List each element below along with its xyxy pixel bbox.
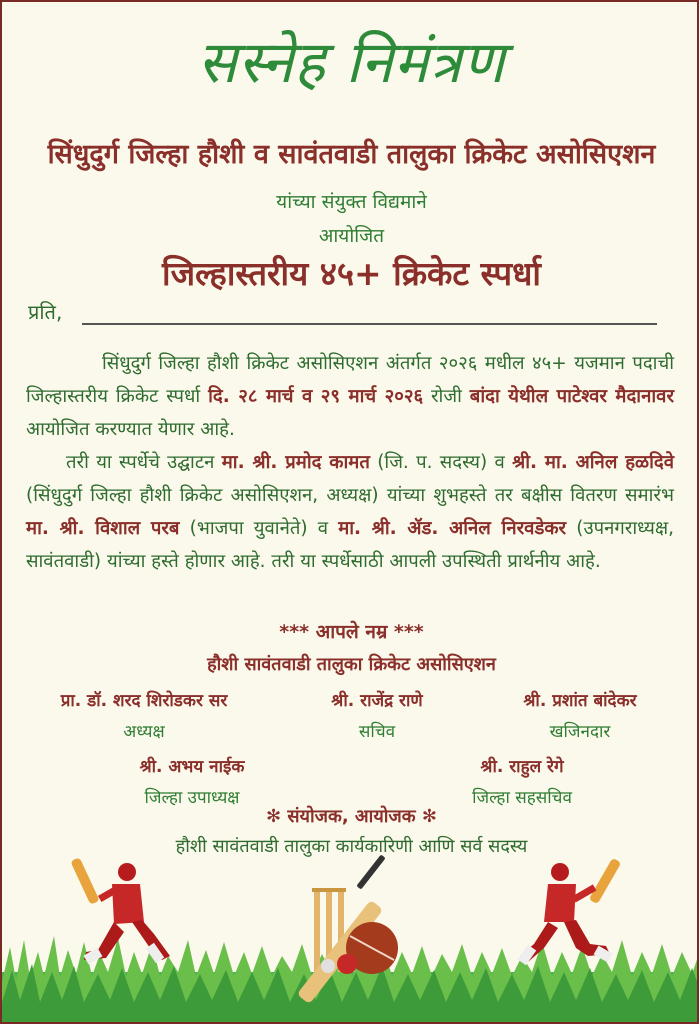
official-president [24,688,264,742]
association-name: हौशी सावंतवाडी तालुका क्रिकेट असोसिएशन [207,654,496,675]
organizers-heading: सिंधुदुर्ग जिल्हा हौशी व सावंतवाडी तालुका क्रिकेट असोसिएशन [47,139,656,170]
cricket-scene [2,852,699,1022]
aple-namra: *** आपले नम्र *** [279,621,424,643]
body-paragraph-2: तरी या स्पर्धेचे उद्घाटन मा. श्री. प्रमोद कामत (जि. प. सदस्य) व श्री. मा. अनिल हळदिवे (सिंधुदुर्ग जिल्हा हौशी क्रिकेट असोसिएशन, अध्यक्ष) यांच्या शुभहस्ते तर बक्षीस वितरण समारंभ मा. श्री. विशाल परब (भाजपा युवानेते) व मा. श्री. ॲड. अनिल निरवडेकर (उपनगराध्यक्ष, सावंतवाडी) यांच्या हस्ते होणार आहे. तरी या स्पर्धेसाठी आपली उपस्थिती प्रार्थनीय आहे. [26,452,674,572]
official-treasurer [480,688,680,742]
recipient-line [82,323,657,325]
samyojak-heading: ✻ संयोजक, आयोजक ✻ [266,806,437,827]
guest-3: मा. श्री. विशाल परब [26,518,180,539]
invitation-body [26,347,674,578]
batsman-right-icon [518,858,622,966]
event-venue: बांदा येथील पाटेश्वर मैदानावर [469,386,675,407]
official-name: श्री. राहुल रेगे [480,757,564,777]
event-title: जिल्हास्तरीय ४५+ क्रिकेट स्पर्धा [162,254,541,293]
event-dates: दि. २८ मार्च व २९ मार्च २०२६ [208,386,424,407]
official-role: अध्यक्ष [123,722,165,742]
official-name: प्रा. डॉ. शरद शिरोडकर सर [60,691,228,711]
official-name: श्री. राजेंद्र राणे [331,691,423,711]
official-secretary [282,688,472,742]
guest-1: मा. श्री. प्रमोद कामत [221,452,370,473]
official-vice-president [97,754,287,808]
prati-label: प्रति, [28,300,63,324]
guest-4: मा. श्री. ॲड. अनिल निरवडेकर [338,518,567,539]
official-name: श्री. अभय नाईक [139,757,245,777]
official-role: जिल्हा सहसचिव [472,788,572,808]
guest-2: श्री. मा. अनिल हळदिवे [512,452,674,473]
organized-text: आयोजित [318,225,385,247]
official-role: जिल्हा उपाध्यक्ष [144,788,240,808]
members-text: हौशी सावंतवाडी तालुका कार्यकारिणी आणि सर्व सदस्य [175,836,528,857]
official-name: श्री. प्रशांत बांदेकर [523,691,637,711]
official-role: खजिनदार [549,722,611,742]
joint-text: यांच्या संयुक्त विद्यमाने [276,191,427,213]
invitation-title: सस्नेह निमंत्रण [197,28,506,96]
body-paragraph-1: सिंधुदुर्ग जिल्हा हौशी क्रिकेट असोसिएशन अंतर्गत २०२६ मधील ४५+ यजमान पदाची जिल्हास्तरीय क्रिकेट स्पर्धा दि. २८ मार्च व २९ मार्च २०२६ रोजी बांदा येथील पाटेश्वर मैदानावर आयोजित करण्यात येणार आहे. [26,353,675,440]
official-joint-secretary [427,754,617,808]
official-role: सचिव [358,722,396,742]
